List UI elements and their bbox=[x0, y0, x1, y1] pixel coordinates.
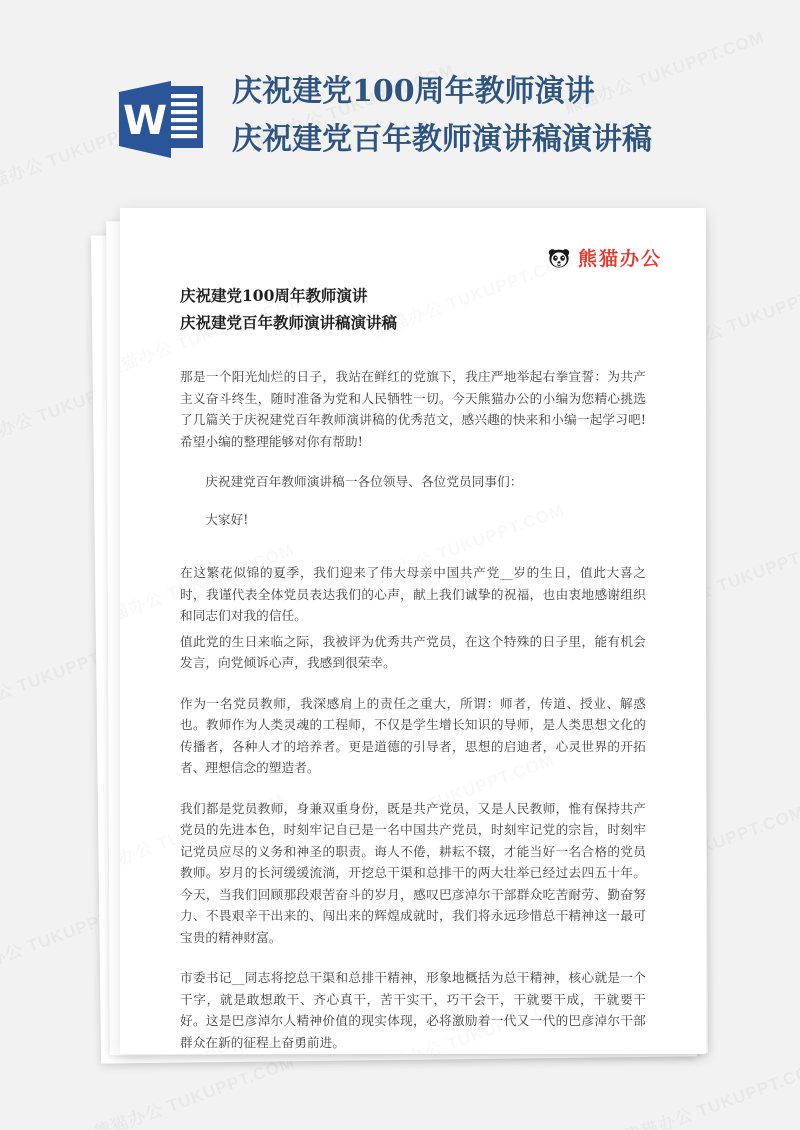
document-paragraph: 在这繁花似锦的夏季，我们迎来了伟大母亲中国共产党__岁的生日，值此大喜之时，我谨代表全体党员表达我们的心声，献上我们诚挚的祝福，也由衷地感谢组织和同志们对我的信任。 bbox=[180, 565, 646, 623]
document-page-preview[interactable] bbox=[120, 208, 706, 1054]
document-title bbox=[180, 282, 646, 336]
document-title-line-1: 庆祝建党100周年教师演讲 bbox=[180, 286, 368, 305]
microsoft-word-icon bbox=[113, 72, 209, 168]
document-content bbox=[180, 282, 646, 1053]
page-title-line-2: 庆祝建党百年教师演讲稿演讲稿 bbox=[232, 122, 652, 157]
page-title-line-1: 庆祝建党100周年教师演讲 bbox=[232, 74, 595, 109]
page-header bbox=[0, 0, 800, 196]
document-paragraph: 值此党的生日来临之际，我被评为优秀共产党员，在这个特殊的日子里，能有机会发言，向党倾诉心声，我感到很荣幸。 bbox=[180, 633, 646, 670]
document-paragraph: 庆祝建党百年教师演讲稿一各位领导、各位党员同事们： bbox=[205, 474, 523, 489]
page-title bbox=[232, 68, 772, 164]
paragraph-spacer bbox=[180, 546, 646, 562]
document-paragraph: 我们都是党员教师，身兼双重身份，既是共产党员，又是人民教师，惟有保持共产党员的先进本色，时刻牢记自已是一名中国共产党员，时刻牢记党的宗旨，时刻牢记党员应尽的义务和神圣的职责。诲人不倦，耕耘不辍，才能当好一名合格的党员教师。岁月的长河缓缓流淌，开挖总干渠和总排干的两大壮举已经过去四五十年。今天，当我们回顾那段艰苦奋斗的岁月，感叹巴彦淖尔干部群众吃苦耐劳、勤奋努力、不畏艰辛干出来的、闯出来的辉煌成就时，我们将永远珍惜总干精神这一最可宝贵的精神财富。 bbox=[180, 800, 646, 945]
document-title-line-2: 庆祝建党百年教师演讲稿演讲稿 bbox=[180, 313, 398, 332]
brand-name-label: 熊猫办公 bbox=[577, 247, 662, 270]
document-paragraph: 大家好! bbox=[205, 511, 249, 527]
document-paragraph: 市委书记__同志将挖总干渠和总排干精神，形象地概括为总干精神，核心就是一个干字，就是敢想敢干、齐心真干，苦干实干，巧干会干，干就要干成，干就要干好。这是巴彦淖尔人精神价值的现实体现，必将激励着一代又一代的巴彦淖尔干部群众在新的征程上奋勇前进。 bbox=[180, 970, 646, 1050]
document-paragraph: 那是一个阳光灿烂的日子，我站在鲜红的党旗下，我庄严地举起右拳宣誓：为共产主义奋斗终生，随时准备为党和人民牺牲一切。今天熊猫办公的小编为您精心挑选了几篇关于庆祝建党百年教师演讲稿的优秀范文，感兴趣的快来和小编一起学习吧!希望小编的整理能够对你有帮助! bbox=[180, 369, 646, 449]
svg-text:W: W bbox=[122, 98, 168, 144]
document-paragraph: 作为一名党员教师，我深感肩上的责任之重大，所谓：师者，传道、授业、解惑也。教师作为人类灵魂的工程师，不仅是学生增长知识的导师，是人类思想文化的传播者，各种人才的培养者。更是道德的引导者，思想的启迪者，心灵世界的开拓者、理想信念的塑造者。 bbox=[180, 695, 646, 775]
panda-logo-icon bbox=[546, 246, 572, 272]
watermark-text bbox=[620, 1053, 800, 1130]
brand-logo bbox=[546, 246, 662, 272]
